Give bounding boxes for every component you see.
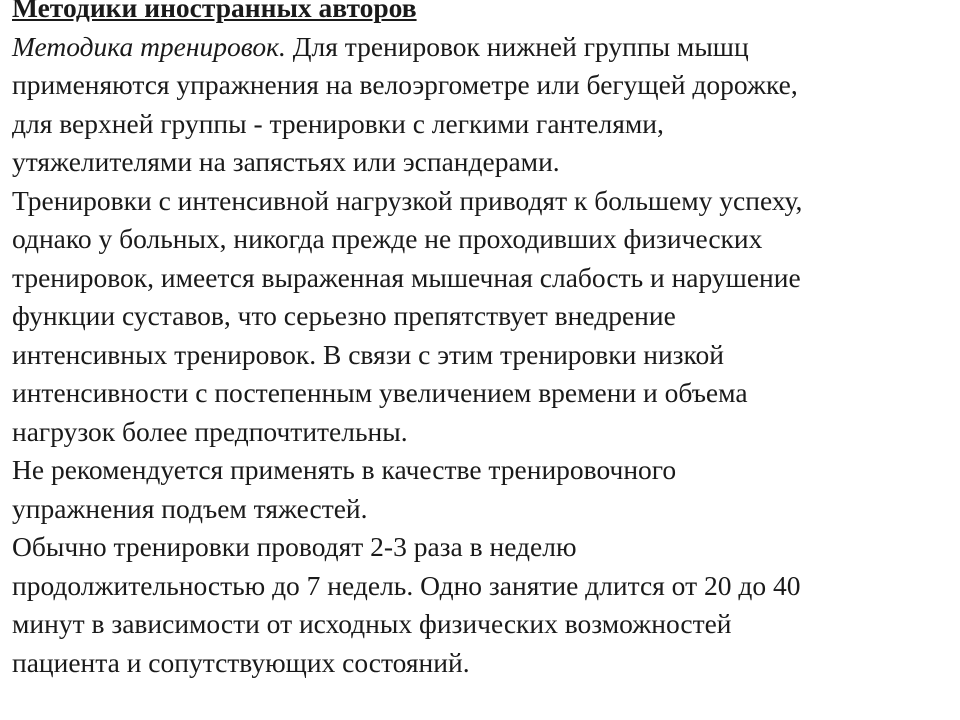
paragraph-line: нагрузок более предпочтительны.: [12, 415, 408, 447]
paragraph-training-method: [12, 28, 942, 182]
paragraph-line: однако у больных, никогда прежде не проходивших физических: [12, 223, 763, 254]
paragraph-line: Не рекомендуется применять в качестве тренировочного: [12, 454, 677, 485]
paragraph-line: упражнения подъем тяжестей.: [12, 492, 368, 524]
paragraph-line: интенсивности с постепенным увеличением времени и объема: [12, 377, 748, 408]
paragraph-schedule: [12, 528, 942, 682]
slide-heading: Методики иностранных авторов: [12, 0, 417, 23]
paragraph-line: пациента и сопутствующих состояний.: [12, 646, 470, 678]
paragraph-line: тренировок, имеется выраженная мышечная слабость и нарушение: [12, 261, 801, 293]
paragraph-line: утяжелителями на запястьях или эспандерами.: [12, 146, 560, 177]
paragraph-line: применяются упражнения на велоэргометре или бегущей дорожке,: [12, 69, 798, 100]
paragraph-line: продолжительностью до 7 недель. Одно занятие длится от 20 до 40: [12, 569, 801, 601]
paragraph-line: интенсивных тренировок. В связи с этим тренировки низкой: [12, 338, 724, 370]
paragraph-lead: Методика тренировок.: [12, 30, 286, 62]
paragraph-line-text: Для тренировок нижней группы мышц: [285, 30, 749, 62]
paragraph-line: Тренировки с интенсивной нагрузкой приводят к большему успеху,: [12, 184, 803, 216]
paragraph-intensity: [12, 182, 942, 452]
paragraph-line: [12, 28, 942, 67]
paragraph-line: функции суставов, что серьезно препятствует внедрение: [12, 300, 676, 331]
paragraph-line: для верхней группы - тренировки с легкими гантелями,: [12, 107, 664, 139]
paragraph-line: Обычно тренировки проводят 2-3 раза в неделю: [12, 531, 577, 562]
paragraph-weightlifting: [12, 451, 942, 528]
paragraph-line: минут в зависимости от исходных физических возможностей: [12, 608, 732, 639]
slide-content: [12, 0, 942, 682]
